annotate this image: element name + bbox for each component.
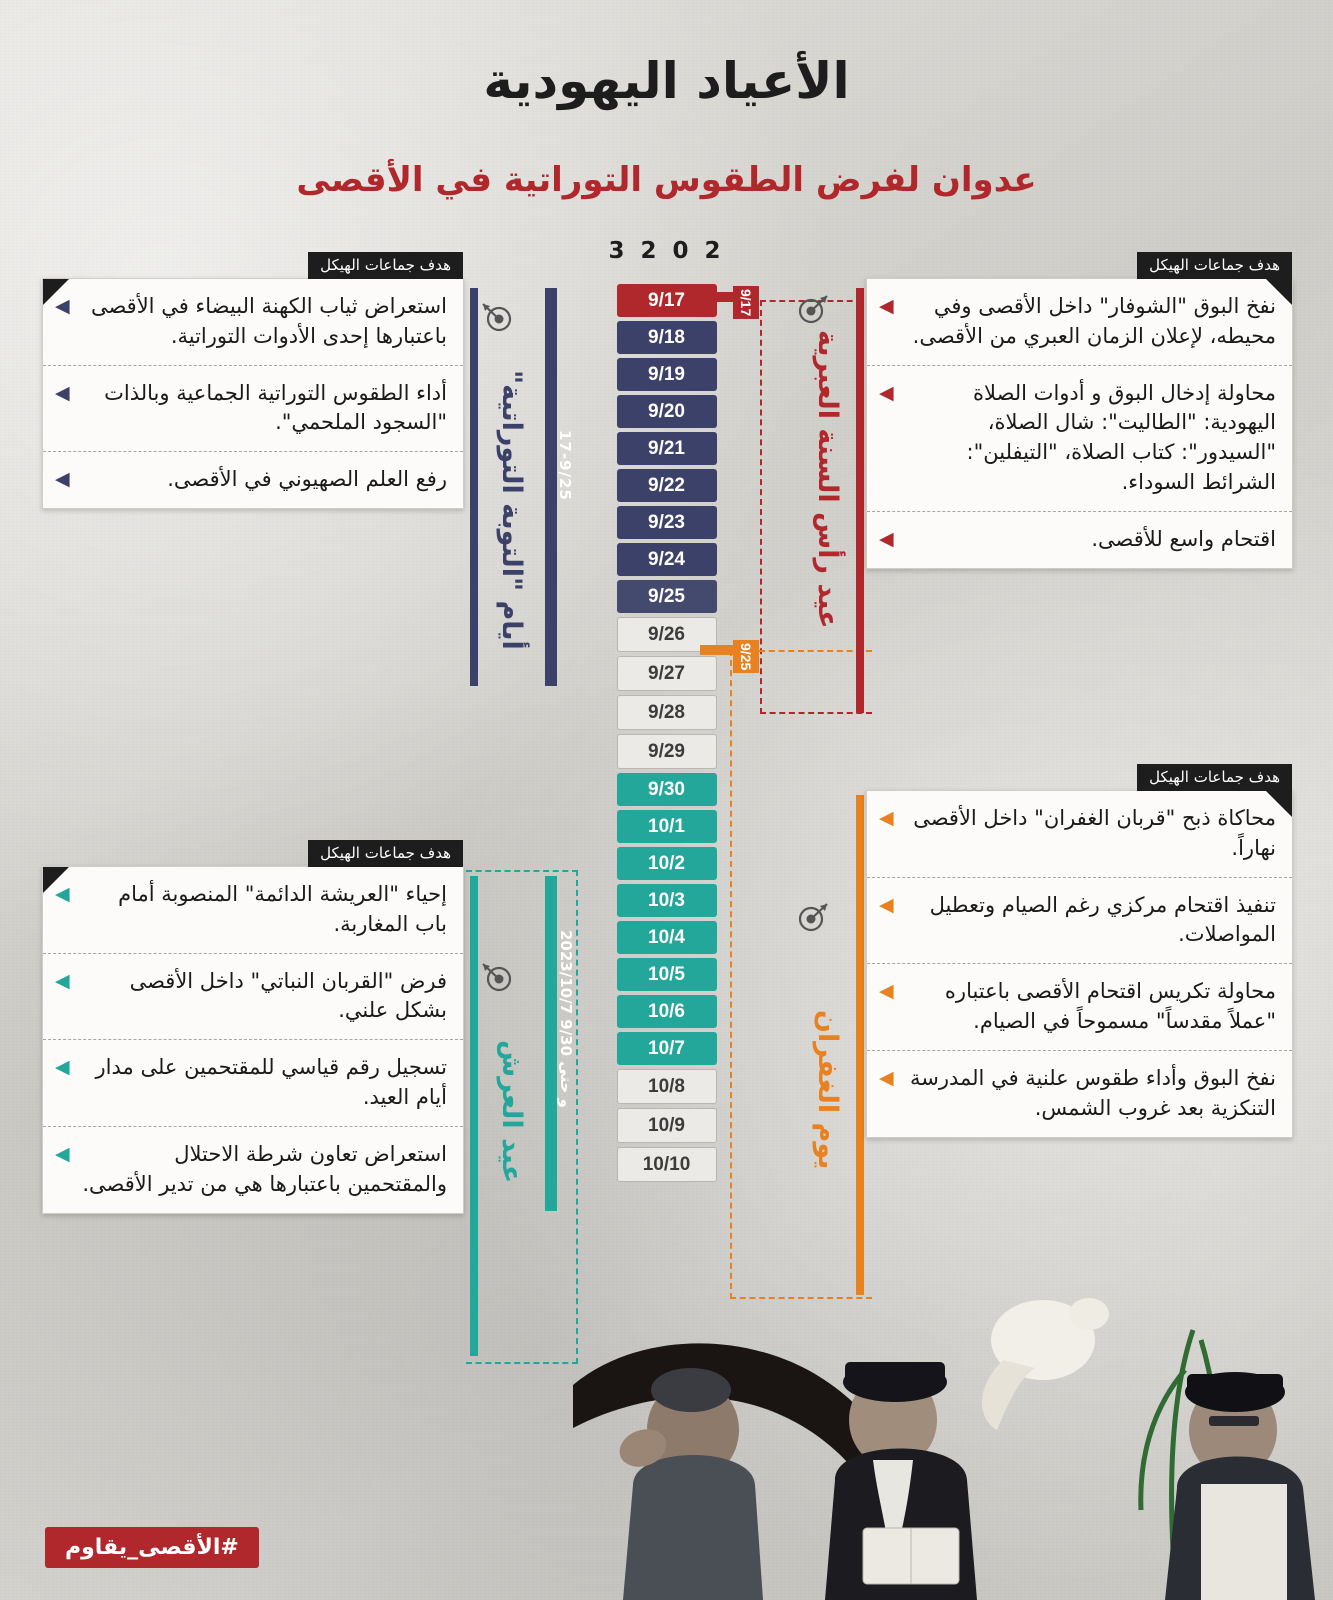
list-item: ◀ محاولة إدخال البوق و أدوات الصلاة اليهودية: "الطاليت": شال الصلاة، "السيدور": كتاب الصلاة، "التيفلين": الشرائط السوداء. (867, 366, 1292, 512)
target-icon (796, 292, 830, 326)
list-item: ◀ إحياء "العريشة الدائمة" المنصوبة أمام باب المغاربة. (43, 867, 463, 954)
card-tag: هدف جماعات الهيكل (1137, 252, 1292, 279)
list-item: ◀ استعراض تعاون شرطة الاحتلال والمقتحمين باعتبارها هي من تدير الأقصى. (55, 1141, 447, 1196)
arrow-icon: ◀ (879, 807, 894, 829)
card-tag: هدف جماعات الهيكل (308, 252, 463, 279)
arrow-icon: ◀ (55, 969, 70, 992)
list-item: ◀ اقتحام واسع للأقصى. (879, 526, 1276, 551)
sukkot-spine-2 (470, 876, 478, 1356)
date-cell[interactable]: 10/10 (617, 1147, 717, 1182)
date-cell[interactable]: 10/4 (617, 921, 717, 954)
date-cell[interactable]: 9/24 (617, 543, 717, 576)
timeline-date-column (617, 284, 717, 1186)
date-cell[interactable]: 10/2 (617, 847, 717, 880)
list-item: ◀ فرض "القربان النباتي" داخل الأقصى بشكل علني. (43, 954, 463, 1041)
event-name-sukkot: عيد العرش (496, 1040, 527, 1184)
arrow-icon: ◀ (879, 1066, 894, 1089)
date-cell[interactable]: 9/22 (617, 469, 717, 502)
date-cell[interactable]: 10/8 (617, 1069, 717, 1104)
rosh-spine (856, 288, 864, 713)
date-cell[interactable]: 10/7 (617, 1032, 717, 1065)
arrow-icon: ◀ (55, 883, 70, 905)
event-name-yom-kippur: يوم الغفران (812, 1010, 843, 1170)
date-cell[interactable]: 10/6 (617, 995, 717, 1028)
card-days-of-repentance (42, 256, 464, 509)
page-subtitle: عدوان لفرض الطقوس التوراتية في الأقصى (296, 160, 1037, 200)
list-item: ◀ نفخ البوق وأداء طقوس علنية في المدرسة التنكزية بعد غروب الشمس. (879, 1065, 1276, 1120)
arrow-icon: ◀ (879, 527, 894, 550)
list-item: ◀ محاكاة ذبح "قربان الغفران" داخل الأقصى نهاراً. (867, 791, 1292, 878)
repentance-spine-2 (470, 288, 478, 686)
arrow-icon: ◀ (55, 468, 70, 491)
list-item: ◀ استعراض ثياب الكهنة البيضاء في الأقصى باعتبارها إحدى الأدوات التوراتية. (43, 279, 463, 366)
rosh-flag-connector (700, 292, 735, 302)
date-cell[interactable]: 9/18 (617, 321, 717, 354)
event-name-rosh-hashanah: عيد رأس السنة العبرية (812, 330, 843, 629)
arrow-icon: ◀ (879, 980, 894, 1003)
year-label: 2 0 2 3 (608, 238, 725, 264)
date-cell[interactable]: 9/20 (617, 395, 717, 428)
rosh-start-flag: 9/17 (733, 286, 759, 319)
sukkot-range-label: و حتى 9/30 2023/10/7 (557, 930, 575, 1108)
arrow-icon: ◀ (879, 295, 894, 317)
date-cell[interactable]: 9/29 (617, 734, 717, 769)
yom-spine (856, 795, 864, 1295)
event-name-days-of-repentance: أيام "التوبة التوراتية" (496, 370, 527, 650)
date-cell[interactable]: 9/17 (617, 284, 717, 317)
list-item: ◀ أداء الطقوس التوراتية الجماعية وبالذات "السجود الملحمي". (43, 366, 463, 453)
bottom-photo-collage (573, 1270, 1333, 1600)
date-cell[interactable]: 10/5 (617, 958, 717, 991)
list-item: ◀ نفخ البوق "الشوفار" داخل الأقصى وفي محيطه، لإعلان الزمان العبري من الأقصى. (867, 279, 1292, 366)
list-item: ◀ تسجيل رقم قياسي للمقتحمين على مدار أيام العيد. (43, 1040, 463, 1127)
card-tag: هدف جماعات الهيكل (308, 840, 463, 867)
card-tag: هدف جماعات الهيكل (1137, 764, 1292, 791)
date-cell[interactable]: 10/1 (617, 810, 717, 843)
arrow-icon: ◀ (879, 381, 894, 404)
yom-flag-connector (700, 645, 735, 655)
date-cell[interactable]: 9/19 (617, 358, 717, 391)
list-item: ◀ محاولة تكريس اقتحام الأقصى باعتباره "عملاً مقدساً" مسموحاً في الصيام. (867, 964, 1292, 1051)
arrow-icon: ◀ (55, 381, 70, 404)
page-title: الأعياد اليهودية (483, 52, 850, 110)
list-item: ◀ تنفيذ اقتحام مركزي رغم الصيام وتعطيل المواصلات. (867, 878, 1292, 965)
arrow-icon: ◀ (55, 1142, 70, 1165)
date-cell[interactable]: 10/9 (617, 1108, 717, 1143)
card-yom-kippur (866, 768, 1293, 1138)
hashtag-badge: #الأقصى_يقاوم (45, 1527, 259, 1568)
card-sukkot (42, 844, 464, 1214)
date-cell[interactable]: 9/21 (617, 432, 717, 465)
sukkot-spine (545, 876, 557, 1211)
date-cell[interactable]: 9/25 (617, 580, 717, 613)
date-cell[interactable]: 9/30 (617, 773, 717, 806)
arrow-icon: ◀ (879, 893, 894, 916)
list-item: ◀ رفع العلم الصهيوني في الأقصى. (55, 467, 447, 492)
card-rosh-hashanah (866, 256, 1293, 569)
date-cell[interactable]: 9/28 (617, 695, 717, 730)
target-icon (480, 300, 514, 334)
target-icon (480, 960, 514, 994)
yom-start-flag: 9/25 (733, 640, 759, 673)
date-cell[interactable]: 9/26 (617, 617, 717, 652)
repentance-range-label: 17-9/25 (556, 430, 574, 501)
target-icon (796, 900, 830, 934)
date-cell[interactable]: 9/23 (617, 506, 717, 539)
arrow-icon: ◀ (55, 295, 70, 317)
date-cell[interactable]: 9/27 (617, 656, 717, 691)
arrow-icon: ◀ (55, 1056, 70, 1079)
date-cell[interactable]: 10/3 (617, 884, 717, 917)
yom-dashed-connector (730, 650, 872, 1299)
